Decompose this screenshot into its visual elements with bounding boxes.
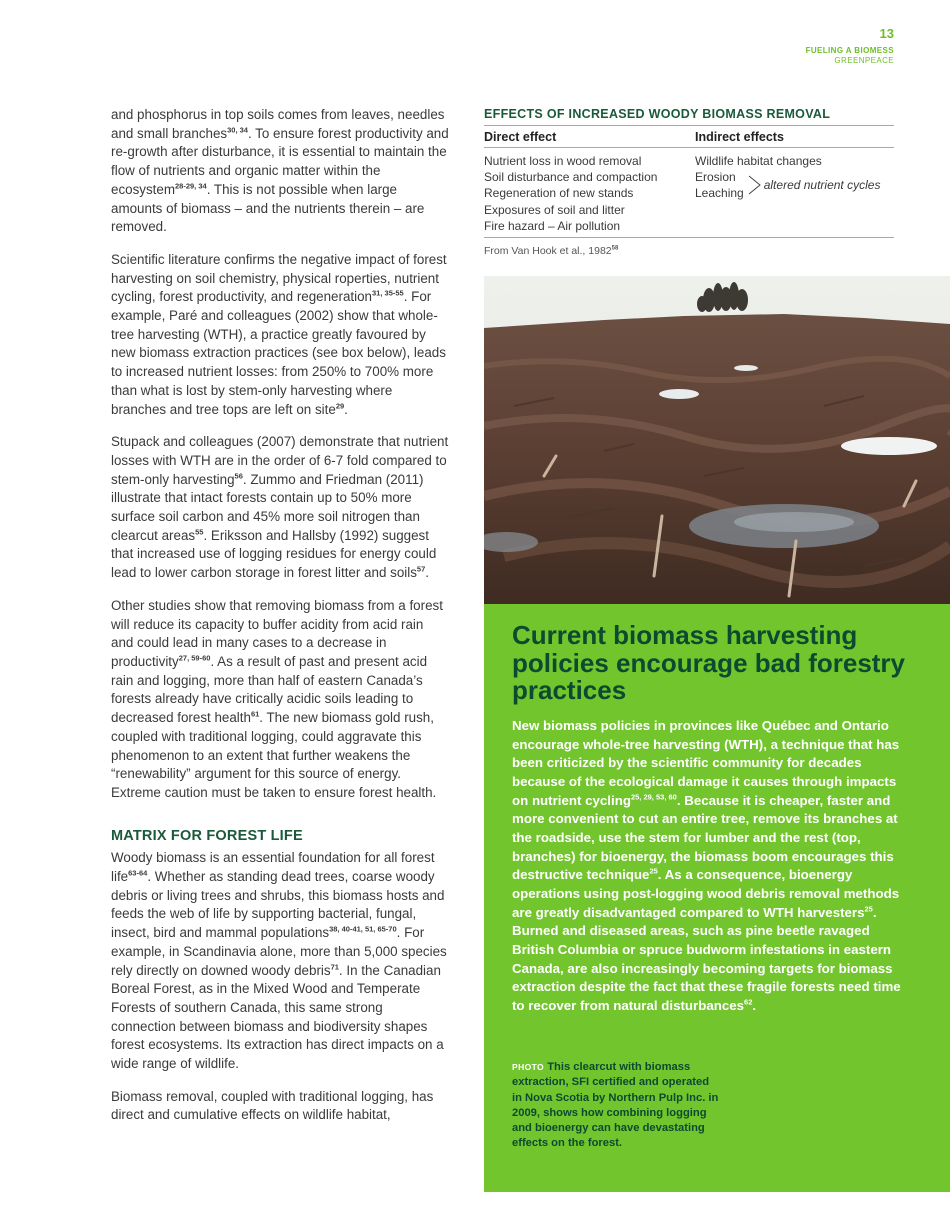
table-cell: Leaching bbox=[695, 186, 744, 201]
left-column bbox=[111, 106, 449, 1139]
indirect-effects-list bbox=[695, 153, 894, 234]
paragraph-literature bbox=[111, 251, 449, 419]
footnote-ref: 63-64 bbox=[128, 868, 148, 878]
clearcut-photo bbox=[484, 276, 950, 604]
text: . As a result of past and present acid rain and logging, more than half of eastern Canada’s forests already have critically acidic soils leading to decreased forest health bbox=[111, 653, 428, 726]
footnote-ref: 30, 34 bbox=[227, 125, 248, 135]
table-cell: Exposures of soil and litter bbox=[484, 202, 625, 217]
text: New biomass policies in provinces like Québec and Ontario encourage whole-tree harvesting (WTH), a technique that has been criticized by the scientific community for decades because of the ecological damage it causes through impacts on nutrient cycling bbox=[512, 718, 900, 808]
footnote-ref: 25 bbox=[864, 904, 873, 914]
footnote-ref: 56 bbox=[234, 471, 243, 481]
text: . bbox=[425, 565, 429, 581]
column-header-direct: Direct effect bbox=[484, 130, 557, 144]
caption-label: PHOTO bbox=[512, 1062, 545, 1072]
text: . To ensure forest productivity and re-growth after disturbance, it is essential to maintain the flow of nutrients and organic matter within the ecosystem bbox=[111, 125, 449, 197]
footnote-ref: 55 bbox=[195, 527, 204, 537]
text: . For example, in Scandinavia alone, more than 5,000 species rely directly on downed woody debris bbox=[111, 925, 447, 978]
paragraph-nutrients bbox=[111, 106, 449, 237]
photo-caption bbox=[512, 1060, 722, 1152]
table-title: EFFECTS OF INCREASED WOODY BIOMASS REMOVAL bbox=[484, 107, 894, 126]
footnote-ref: 27, 59-60 bbox=[178, 653, 211, 663]
footnote-ref: 38, 40-41, 51, 65-70 bbox=[329, 924, 397, 934]
callout-body bbox=[512, 717, 904, 1016]
text: . As a consequence, bioenergy operations using post-logging wood debris removal methods are greatly disadvantaged compared to WTH harvesters bbox=[512, 867, 900, 920]
text: and phosphorus in top soils comes from leaves, needles and small branches bbox=[111, 107, 445, 141]
running-title: FUELING A BIOMESS bbox=[805, 46, 894, 55]
text: . The new biomass gold rush, coupled with traditional logging, could aggravate this phenomenon to an extent that further weakens the “renewability” argument for this source of energy. Extreme caution must be taken to ensure forest health. bbox=[111, 710, 437, 800]
text: . In the Canadian Boreal Forest, as in the Mixed Wood and Temperate Forests of southern Canada, this same strong connection between biomass and biodiversity shapes forest ecosystems. Its extraction has direct impacts on a wide range of wildlife. bbox=[111, 962, 444, 1072]
text: Scientific literature confirms the negative impact of forest harvesting on soil chemistry, physical roperties, nutrient cycling, forest productivity, and regeneration bbox=[111, 251, 447, 305]
paragraph-acidity bbox=[111, 597, 449, 803]
table-cell: Erosion bbox=[695, 170, 736, 185]
chevron-right-icon bbox=[748, 174, 762, 196]
paragraph-stupack bbox=[111, 433, 449, 583]
table-source bbox=[484, 245, 894, 257]
text: From Van Hook et al., 1982 bbox=[484, 245, 612, 258]
table-cell: Wildlife habitat changes bbox=[695, 154, 822, 168]
footnote-ref: 31, 35-55 bbox=[372, 288, 404, 298]
table-cell: Nutrient loss in wood removal bbox=[484, 154, 642, 168]
footnote-ref: 28-29, 34 bbox=[175, 181, 207, 191]
footnote-ref: 57 bbox=[416, 564, 426, 574]
column-header-indirect: Indirect effects bbox=[695, 130, 784, 144]
text: . bbox=[344, 401, 348, 417]
publisher-name: GREENPEACE bbox=[834, 56, 894, 65]
section-heading: MATRIX FOR FOREST LIFE bbox=[111, 827, 303, 844]
grouped-effects bbox=[695, 169, 894, 201]
policy-callout-box bbox=[484, 604, 950, 1192]
footnote-ref: 25, 29, 53, 60 bbox=[630, 792, 677, 802]
callout-title: Current biomass harvesting policies encourage bad forestry practices bbox=[512, 620, 906, 705]
text: . Because it is cheaper, faster and more convenient to cut an entire tree, remove its branches at the roadside, use the stem for lumber and the rest (top, branches) for bioenergy, the biomass boom encourages this destructive technique bbox=[512, 792, 898, 883]
text: . Eriksson and Hallsby (1992) suggest that increased use of logging residues for energy could lead to lower carbon storage in forest litter and soils bbox=[111, 527, 437, 581]
text: . For example, Paré and colleagues (2002) show that whole-tree harvesting (WTH), a practice greatly favoured by new biomass extraction practices (see box below), leads to increased nutrient losses: from 250% to 700% more than what is lost by stem-only harvesting where branches and tree tops are left on site bbox=[111, 289, 446, 417]
footnote-ref: 58 bbox=[611, 245, 619, 252]
water-puddle bbox=[841, 437, 937, 455]
text: . Burned and diseased areas, such as pine beetle ravaged British Columbia or spruce budworm infestations in eastern Canada, are also increasingly becoming targets for biomass extraction despite the fact that these fragile forests need time to recover from natural disturbances bbox=[512, 904, 901, 1013]
text: . bbox=[752, 997, 757, 1013]
table-cell: altered nutrient cycles bbox=[763, 178, 881, 193]
text: . Whether as standing dead trees, coarse woody debris or living trees and shrubs, this biomass hosts and feeds the web of life by supporting bacterial, fungal, insect, bird and mammal populations bbox=[111, 869, 445, 941]
footnote-ref: 71 bbox=[330, 962, 339, 972]
footnote-ref: 29 bbox=[335, 401, 345, 411]
footnote-ref: 25 bbox=[649, 866, 658, 876]
grouped-items bbox=[695, 169, 744, 201]
footnote-ref: 62 bbox=[744, 997, 753, 1007]
table-cell: Regeneration of new stands bbox=[484, 186, 634, 201]
text: . This is not possible when large amounts of biomass – and the nutrients therein – are removed. bbox=[111, 181, 425, 235]
water-puddle bbox=[659, 389, 699, 399]
page-header bbox=[806, 26, 894, 65]
paragraph-wildlife: Biomass removal, coupled with traditional logging, has direct and cumulative effects on wildlife habitat, bbox=[111, 1088, 434, 1123]
text: Stupack and colleagues (2007) demonstrate that nutrient losses with WTH are in the order of 6-7 fold compared to stem-only harvesting bbox=[111, 434, 449, 487]
table-header-row bbox=[484, 126, 894, 148]
text: . Zummo and Friedman (2011) illustrate that intact forests contain up to 50% more surface soil carbon and 45% more soil nitrogen than clearcut areas bbox=[111, 471, 424, 543]
table-body bbox=[484, 148, 894, 238]
footnote-ref: 61 bbox=[250, 709, 260, 719]
page-number: 13 bbox=[879, 26, 894, 41]
caption-text: This clearcut with biomass extraction, SFI certified and operated in Nova Scotia by Northern Pulp Inc. in 2009, shows how combining logging and bioenergy can have devastating effects on the forest. bbox=[512, 1061, 719, 1150]
direct-effects-list bbox=[484, 153, 695, 234]
effects-table bbox=[484, 107, 894, 257]
text: Other studies show that removing biomass from a forest will reduce its capacity to buffer acidity from acid rain and could lead in many cases to a decrease in productivity bbox=[111, 597, 443, 669]
text: Woody biomass is an essential foundation for all forest life bbox=[111, 850, 435, 885]
table-cell: Soil disturbance and compaction bbox=[484, 170, 658, 185]
paragraph-woody-biomass bbox=[111, 849, 449, 1073]
table-cell: Fire hazard – Air pollution bbox=[484, 218, 621, 233]
clearcut-landscape-image bbox=[484, 276, 950, 604]
